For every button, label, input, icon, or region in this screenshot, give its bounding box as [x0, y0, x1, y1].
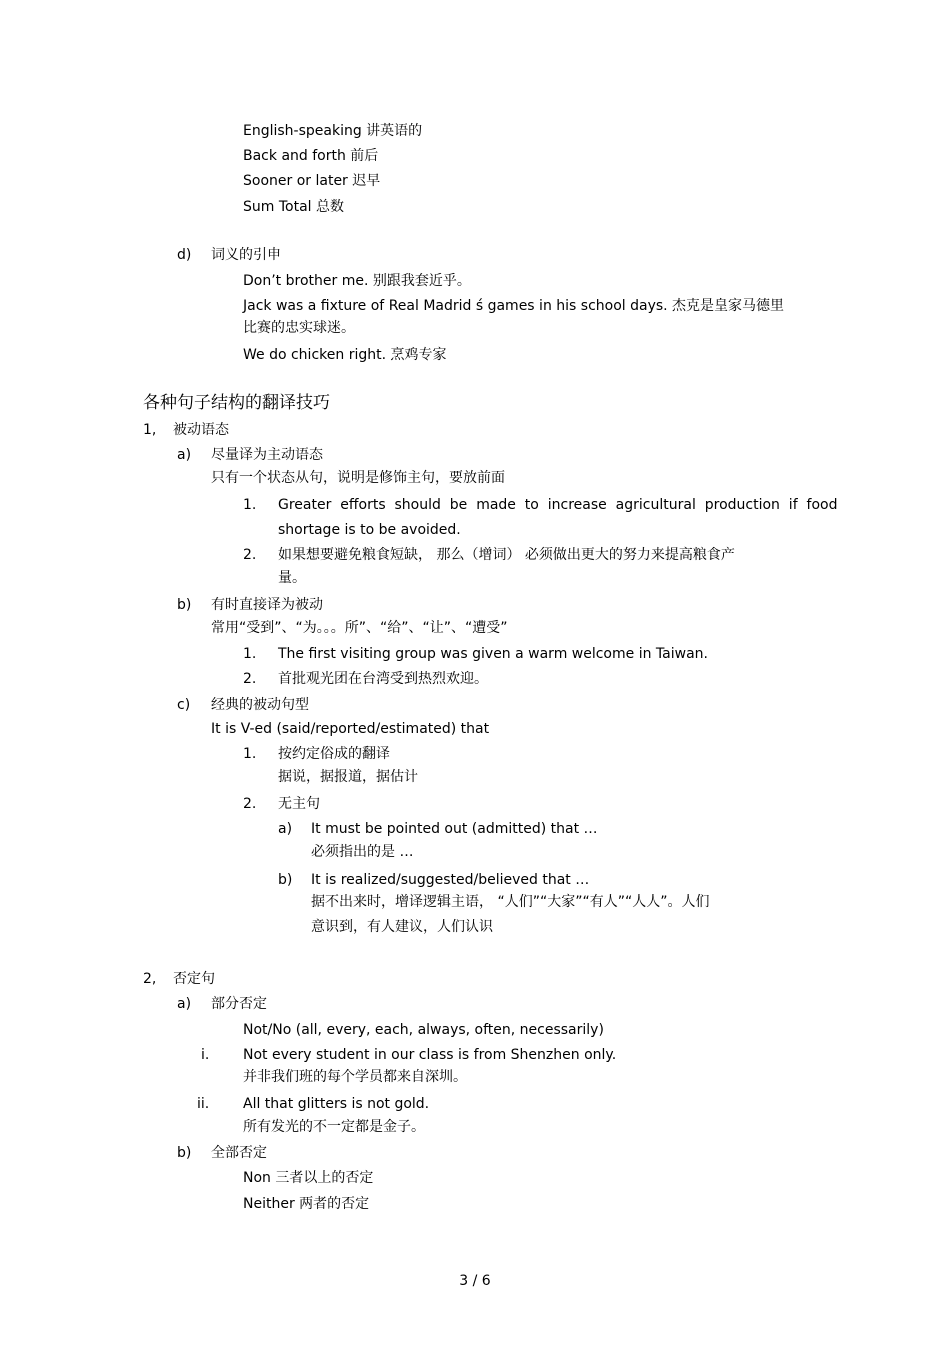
example-line: Not every student in our class is from Shenzhen only. [243, 1047, 617, 1063]
list-marker: 1. [243, 646, 257, 662]
item-title: 按约定俗成的翻译 [278, 746, 390, 762]
section-title: 否定句 [173, 971, 215, 987]
example-line: 比赛的忠实球迷。 [243, 320, 355, 336]
example-line: 必须指出的是 … [311, 844, 414, 860]
example-line: 量。 [278, 570, 306, 586]
example-line: All that glitters is not gold. [243, 1096, 430, 1112]
example-line: The first visiting group was given a warm welcome in Taiwan. [278, 646, 708, 662]
subsection-title: 部分否定 [211, 996, 267, 1012]
example-line: 所有发光的不一定都是金子。 [243, 1119, 425, 1135]
subsection-title: 有时直接译为被动 [211, 597, 323, 613]
list-marker: b) [177, 597, 192, 613]
page-number: 3 / 6 [459, 1273, 491, 1289]
example-line: shortage is to be avoided. [278, 522, 461, 538]
term-line: English-speaking 讲英语的 [243, 123, 423, 139]
list-marker: 1. [243, 497, 257, 513]
example-line: Don’t brother me. 别跟我套近乎。 [243, 273, 471, 289]
list-marker: b) [177, 1145, 192, 1161]
list-marker: 1, [143, 422, 157, 438]
item-text: 据说，据报道，据估计 [278, 769, 418, 785]
example-text: Greater efforts should be made to increase agricultural production if food [278, 497, 838, 513]
list-marker: 2. [243, 547, 257, 563]
term-line: Back and forth 前后 [243, 148, 379, 164]
list-marker: 2. [243, 796, 257, 812]
example-line: 据不出来时，增译逻辑主语， “人们”“大家”“有人”“人人”。人们 [311, 894, 710, 910]
example-line: It is realized/suggested/believed that … [311, 872, 590, 888]
list-marker: ii. [197, 1096, 210, 1112]
example-line: It must be pointed out (admitted) that … [311, 821, 598, 837]
term-line: Sum Total 总数 [243, 199, 344, 215]
list-marker: 2, [143, 971, 157, 987]
list-marker: b) [278, 872, 293, 888]
section-title: 词义的引申 [211, 247, 281, 263]
note-text: 常用“受到”、“为。。。所”、“给”、“让”、“遭受” [211, 620, 508, 636]
note-text: 只有一个状态从句，说明是修饰主句，要放前面 [211, 470, 505, 486]
list-marker: i. [201, 1047, 210, 1063]
list-marker: c) [177, 697, 191, 713]
example-line: Neither 两者的否定 [243, 1196, 370, 1212]
example-line: Jack was a fixture of Real Madrid ś games in his school days. 杰克是皇家马德里 [243, 298, 785, 314]
example-line: 意识到，有人建议，人们认识 [311, 919, 493, 935]
list-marker: 2. [243, 671, 257, 687]
subsection-title: 经典的被动句型 [211, 697, 309, 713]
list-marker: a) [177, 996, 192, 1012]
example-line: We do chicken right. 烹鸡专家 [243, 347, 447, 363]
section-title: 被动语态 [173, 422, 229, 438]
example-line [278, 497, 838, 514]
note-text: Not/No (all, every, each, always, often, necessarily) [243, 1022, 604, 1038]
list-marker: 1. [243, 746, 257, 762]
example-line: Non 三者以上的否定 [243, 1170, 374, 1186]
term-line: Sooner or later 迟早 [243, 173, 381, 189]
example-line: 首批观光团在台湾受到热烈欢迎。 [278, 671, 488, 687]
item-title: 无主句 [278, 796, 320, 812]
list-marker: d) [177, 247, 192, 263]
note-text: It is V-ed (said/reported/estimated) that [211, 721, 490, 737]
example-line: 如果想要避免粮食短缺， 那么（增词） 必须做出更大的努力来提高粮食产 [278, 547, 735, 563]
page-heading: 各种句子结构的翻译技巧 [143, 393, 330, 413]
subsection-title: 全部否定 [211, 1145, 267, 1161]
subsection-title: 尽量译为主动语态 [211, 447, 323, 463]
list-marker: a) [278, 821, 293, 837]
example-line: 并非我们班的每个学员都来自深圳。 [243, 1069, 467, 1085]
list-marker: a) [177, 447, 192, 463]
